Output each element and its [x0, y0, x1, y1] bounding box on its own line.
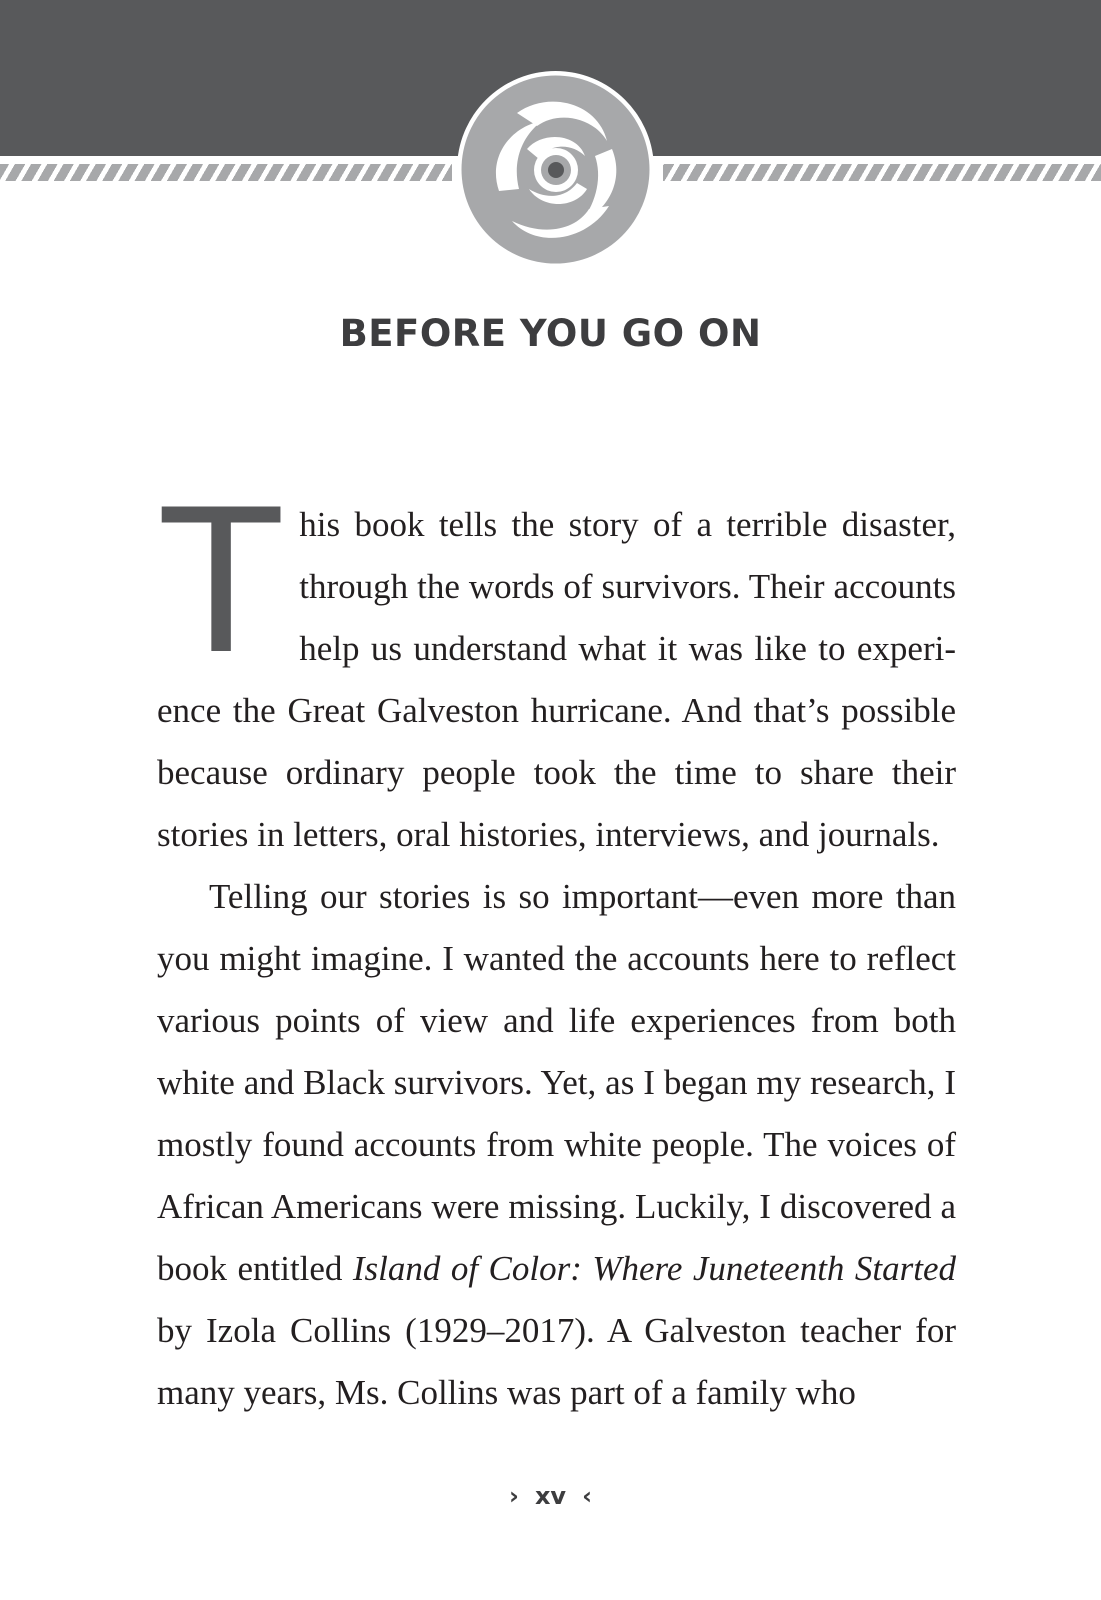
header-stripe-left	[0, 164, 452, 181]
chapter-title: BEFORE YOU GO ON	[339, 312, 762, 355]
chevron-right-icon: ›	[509, 1482, 519, 1510]
paragraph-1-text: his book tells the story of a terrible disaster, through the words of survivors. Their accounts help us understand what it was like to experience the Great Galveston hurricane. And that’s possible because ordinary people took the time to share their stories in letters, oral histories, interviews, and journals.	[157, 505, 956, 854]
drop-cap: T	[157, 461, 286, 696]
page-folio	[0, 1482, 1101, 1510]
book-title-italic: Island of Color: Where Juneteenth Started	[352, 1249, 956, 1288]
header-stripe-right	[663, 164, 1101, 181]
paragraph-2	[157, 866, 956, 1424]
paragraph-2-text-end: by Izola Collins (1929–2017). A Galveston teacher for many years, Ms. Collins was part of a family who	[157, 1311, 956, 1412]
page-number: xv	[534, 1482, 567, 1510]
paragraph-1	[157, 461, 956, 866]
paragraph-2-text-start: Telling our stories is so important—even more than you might imagine. I wanted the accounts here to reflect various points of view and life experiences from both white and Black survivors. Yet, as I began my research, I mostly found accounts from white people. The voices of African Americans were missing. Luckily, I discovered a book entitled	[157, 877, 956, 1288]
hurricane-swirl-icon	[457, 71, 654, 268]
body-text	[157, 461, 956, 1424]
chevron-left-icon: ‹	[582, 1482, 592, 1510]
